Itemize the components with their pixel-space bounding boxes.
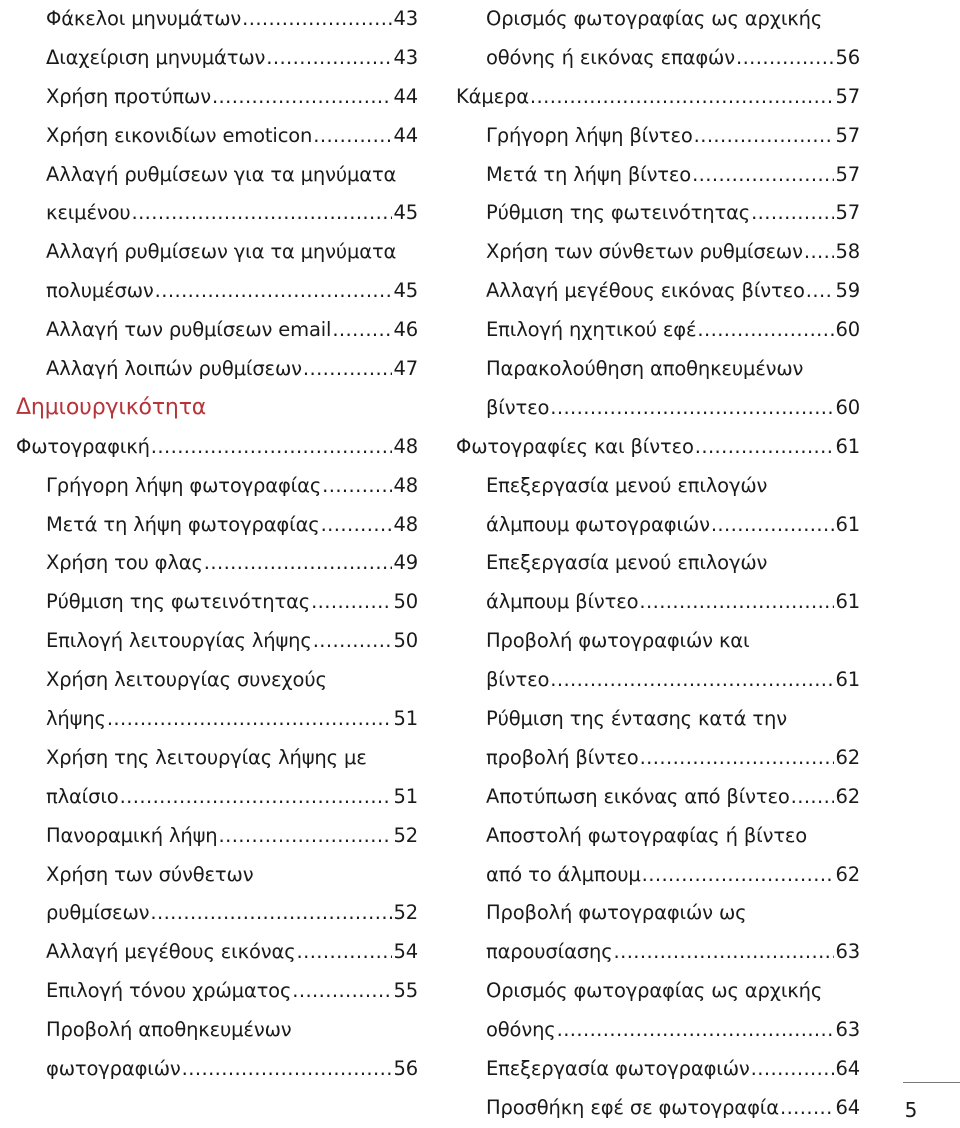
toc-entry	[16, 972, 418, 1011]
toc-entry-page: 62	[835, 862, 860, 886]
toc-entry	[16, 78, 418, 117]
toc-entry-title: άλμπουμ βίντεο	[486, 590, 639, 614]
toc-entry: Ορισμός φωτογραφίας ως αρχικής	[486, 979, 823, 1003]
toc-entry-title: Ρύθμιση της φωτεινότητας	[486, 201, 751, 225]
toc-entry-page: 57	[835, 84, 860, 108]
toc-entry-page: 45	[393, 201, 418, 225]
toc-entry: Χρήση της λειτουργίας λήψης με	[46, 745, 367, 769]
toc-entry-title: άλμπουμ φωτογραφιών	[486, 512, 710, 536]
dot-leader	[557, 1011, 835, 1050]
toc-entry-page: 55	[393, 979, 418, 1003]
toc-entry-title: Χρήση των σύνθετων ρυθμίσεων	[486, 240, 803, 264]
dot-leader	[550, 389, 834, 428]
toc-entry: Αλλαγή ρυθμίσεων για τα μηνύματα	[46, 162, 397, 186]
dot-leader	[736, 39, 835, 78]
toc-entry-page: 51	[393, 784, 418, 808]
toc-entry-title: Φάκελοι μηνυμάτων	[46, 7, 242, 30]
toc-entry-title: Γρήγορη λήψη βίντεο	[486, 123, 693, 147]
toc-topic	[456, 428, 860, 467]
dot-leader	[550, 661, 834, 700]
toc-entry-title: Μετά τη λήψη φωτογραφίας	[46, 512, 320, 536]
toc-entry-title: παρουσίασης	[486, 940, 613, 964]
toc-entry-title: Προσθήκη εφέ σε φωτογραφία	[486, 1095, 779, 1119]
toc-entry-page: 47	[393, 357, 418, 381]
toc-left-column	[16, 0, 418, 1089]
toc-entry-page: 50	[393, 629, 418, 653]
toc-entry-title: οθόνης	[486, 1018, 556, 1042]
dot-leader	[695, 428, 835, 467]
toc-entry-page: 43	[393, 45, 418, 69]
toc-entry-title: προβολή βίντεο	[486, 745, 639, 769]
toc-entry-page: 57	[835, 201, 860, 225]
toc-entry	[456, 233, 860, 272]
dot-leader	[711, 506, 835, 545]
toc-entry-title: Φωτογραφική	[16, 434, 150, 458]
toc-entry: Αλλαγή ρυθμίσεων για τα μηνύματα	[46, 240, 397, 264]
toc-entry-title: Αποτύπωση εικόνας από βίντεο	[486, 784, 790, 808]
dot-leader	[530, 78, 835, 117]
dot-leader	[204, 544, 393, 583]
toc-entry	[456, 778, 860, 817]
toc-entry	[456, 39, 860, 78]
toc-entry-title: Επεξεργασία φωτογραφιών	[486, 1057, 750, 1081]
toc-entry-title: φωτογραφιών	[46, 1057, 181, 1081]
toc-entry-page: 60	[835, 395, 860, 419]
toc-entry-page: 52	[393, 823, 418, 847]
toc-entry-title: Ρύθμιση της φωτεινότητας	[46, 590, 311, 614]
toc-entry	[16, 311, 418, 350]
toc-entry	[16, 0, 418, 39]
toc-entry-page: 48	[393, 434, 418, 458]
toc-entry: Προβολή φωτογραφιών ως	[486, 901, 747, 925]
toc-entry: Ρύθμιση της έντασης κατά την	[486, 707, 787, 731]
toc-entry-title: Κάμερα	[456, 84, 529, 108]
toc-entry-page: 45	[393, 279, 418, 303]
dot-leader	[639, 583, 834, 622]
toc-entry-title: βίντεο	[486, 668, 550, 692]
toc-entry	[16, 1050, 418, 1089]
toc-entry: Χρήση λειτουργίας συνεχούς	[46, 668, 327, 692]
toc-entry-page: 61	[835, 668, 860, 692]
toc-entry	[456, 272, 860, 311]
toc-entry-title: Χρήση εικονιδίων emoticon	[46, 123, 313, 147]
toc-entry-title: Αλλαγή μεγέθους εικόνας	[46, 940, 296, 964]
toc-entry	[16, 622, 418, 661]
toc-right-column	[456, 0, 860, 1128]
dot-leader	[697, 311, 834, 350]
dot-leader	[321, 506, 393, 545]
dot-leader	[751, 1050, 835, 1089]
toc-entry	[16, 700, 418, 739]
toc-entry-page: 56	[393, 1057, 418, 1081]
toc-entry-page: 44	[393, 123, 418, 147]
toc-entry-title: ρυθμίσεων	[46, 901, 150, 925]
toc-entry	[456, 739, 860, 778]
dot-leader	[219, 817, 393, 856]
toc-entry	[456, 156, 860, 195]
page-number: 5	[904, 1098, 918, 1122]
toc-entry	[16, 583, 418, 622]
toc-entry	[16, 894, 418, 933]
dot-leader	[212, 78, 393, 117]
toc-entry	[456, 1050, 860, 1089]
dot-leader	[322, 467, 392, 506]
toc-entry-title: βίντεο	[486, 395, 550, 419]
toc-entry	[456, 583, 860, 622]
toc-entry-page: 49	[393, 551, 418, 575]
dot-leader	[242, 0, 392, 39]
dot-leader	[151, 428, 393, 467]
toc-entry	[456, 661, 860, 700]
page-number-rule	[903, 1082, 960, 1083]
toc-entry	[16, 778, 418, 817]
dot-leader	[150, 894, 392, 933]
toc-entry	[456, 506, 860, 545]
toc-entry-page: 64	[835, 1057, 860, 1081]
toc-entry-title: Επιλογή ηχητικού εφέ	[486, 318, 697, 342]
toc-entry-page: 51	[393, 707, 418, 731]
toc-entry-title: Διαχείριση μηνυμάτων	[46, 45, 266, 69]
toc-entry	[16, 933, 418, 972]
dot-leader	[640, 739, 835, 778]
toc-entry	[456, 1089, 860, 1128]
toc-entry-title: Επιλογή τόνου χρώματος	[46, 979, 292, 1003]
dot-leader	[313, 622, 393, 661]
toc-entry-page: 63	[835, 1018, 860, 1042]
toc-entry-title: Χρήση του φλας	[46, 551, 203, 575]
toc-entry	[456, 311, 860, 350]
dot-leader	[806, 272, 835, 311]
dot-leader	[692, 156, 834, 195]
toc-entry	[16, 817, 418, 856]
toc-entry-page: 61	[835, 590, 860, 614]
toc-entry: Επεξεργασία μενού επιλογών	[486, 473, 768, 497]
toc-entry: Ορισμός φωτογραφίας ως αρχικής	[486, 7, 823, 30]
toc-entry: Επεξεργασία μενού επιλογών	[486, 551, 768, 575]
toc-entry	[16, 467, 418, 506]
toc-entry-page: 54	[393, 940, 418, 964]
toc-entry-page: 57	[835, 162, 860, 186]
toc-entry-title: Πανοραμική λήψη	[46, 823, 218, 847]
toc-entry	[16, 506, 418, 545]
toc-entry-title: Χρήση προτύπων	[46, 84, 211, 108]
section-heading: Δημιουργικότητα	[16, 394, 207, 420]
toc-entry-page: 62	[835, 784, 860, 808]
toc-entry	[456, 933, 860, 972]
dot-leader	[780, 1089, 835, 1128]
toc-entry-page: 48	[393, 512, 418, 536]
toc-entry-title: οθόνης ή εικόνας επαφών	[486, 45, 735, 69]
dot-leader	[266, 39, 392, 78]
toc-entry-title: από το άλμπουμ	[486, 862, 641, 886]
toc-entry	[16, 544, 418, 583]
dot-leader	[297, 933, 393, 972]
toc-entry	[456, 117, 860, 156]
toc-entry	[16, 117, 418, 156]
dot-leader	[303, 350, 393, 389]
toc-entry-title: Γρήγορη λήψη φωτογραφίας	[46, 473, 322, 497]
dot-leader	[642, 856, 835, 895]
toc-entry-title: κειμένου	[46, 201, 131, 225]
toc-entry	[456, 856, 860, 895]
dot-leader	[751, 194, 834, 233]
dot-leader	[107, 700, 393, 739]
toc-entry: Χρήση των σύνθετων	[46, 862, 254, 886]
toc-entry-page: 61	[835, 512, 860, 536]
toc-entry-title: Αλλαγή μεγέθους εικόνας βίντεο	[486, 279, 805, 303]
dot-leader	[155, 272, 393, 311]
dot-leader	[332, 311, 392, 350]
toc-entry	[456, 1011, 860, 1050]
dot-leader	[791, 778, 835, 817]
toc-entry-page: 46	[393, 318, 418, 342]
toc-entry	[16, 39, 418, 78]
dot-leader	[313, 117, 392, 156]
toc-entry-page: 52	[393, 901, 418, 925]
toc-entry-title: πολυμέσων	[46, 279, 154, 303]
toc-topic	[16, 428, 418, 467]
toc-entry: Προβολή φωτογραφιών και	[486, 629, 750, 653]
toc-topic	[456, 78, 860, 117]
toc-entry-page: 60	[835, 318, 860, 342]
dot-leader	[120, 778, 393, 817]
toc-entry-page: 58	[835, 240, 860, 264]
dot-leader	[292, 972, 392, 1011]
dot-leader	[804, 233, 835, 272]
toc-entry-title: Επιλογή λειτουργίας λήψης	[46, 629, 312, 653]
toc-entry-page: 61	[835, 434, 860, 458]
dot-leader	[131, 194, 392, 233]
toc-entry-page: 43	[393, 7, 418, 30]
toc-entry-page: 44	[393, 84, 418, 108]
toc-entry-title: λήψης	[46, 707, 106, 731]
toc-entry-page: 63	[835, 940, 860, 964]
toc-entry-page: 57	[835, 123, 860, 147]
toc-entry-page: 64	[835, 1095, 860, 1119]
toc-entry: Παρακολούθηση αποθηκευμένων	[486, 357, 804, 381]
toc-entry-title: Μετά τη λήψη βίντεο	[486, 162, 692, 186]
toc-entry-page: 48	[393, 473, 418, 497]
dot-leader	[182, 1050, 393, 1089]
toc-entry: Αποστολή φωτογραφίας ή βίντεο	[486, 823, 808, 847]
toc-entry-title: Αλλαγή λοιπών ρυθμίσεων	[46, 357, 302, 381]
toc-entry	[16, 272, 418, 311]
toc-entry-page: 50	[393, 590, 418, 614]
toc-entry	[456, 194, 860, 233]
toc-entry: Προβολή αποθηκευμένων	[46, 1018, 292, 1042]
toc-entry-title: Φωτογραφίες και βίντεο	[456, 434, 694, 458]
toc-entry-title: πλαίσιο	[46, 784, 119, 808]
dot-leader	[694, 117, 835, 156]
dot-leader	[614, 933, 835, 972]
toc-entry-page: 62	[835, 745, 860, 769]
toc-entry	[16, 194, 418, 233]
dot-leader	[311, 583, 392, 622]
toc-entry-page: 56	[835, 45, 860, 69]
toc-entry-page: 59	[835, 279, 860, 303]
toc-entry-title: Αλλαγή των ρυθμίσεων email	[46, 318, 332, 342]
toc-entry	[16, 350, 418, 389]
toc-entry	[456, 389, 860, 428]
